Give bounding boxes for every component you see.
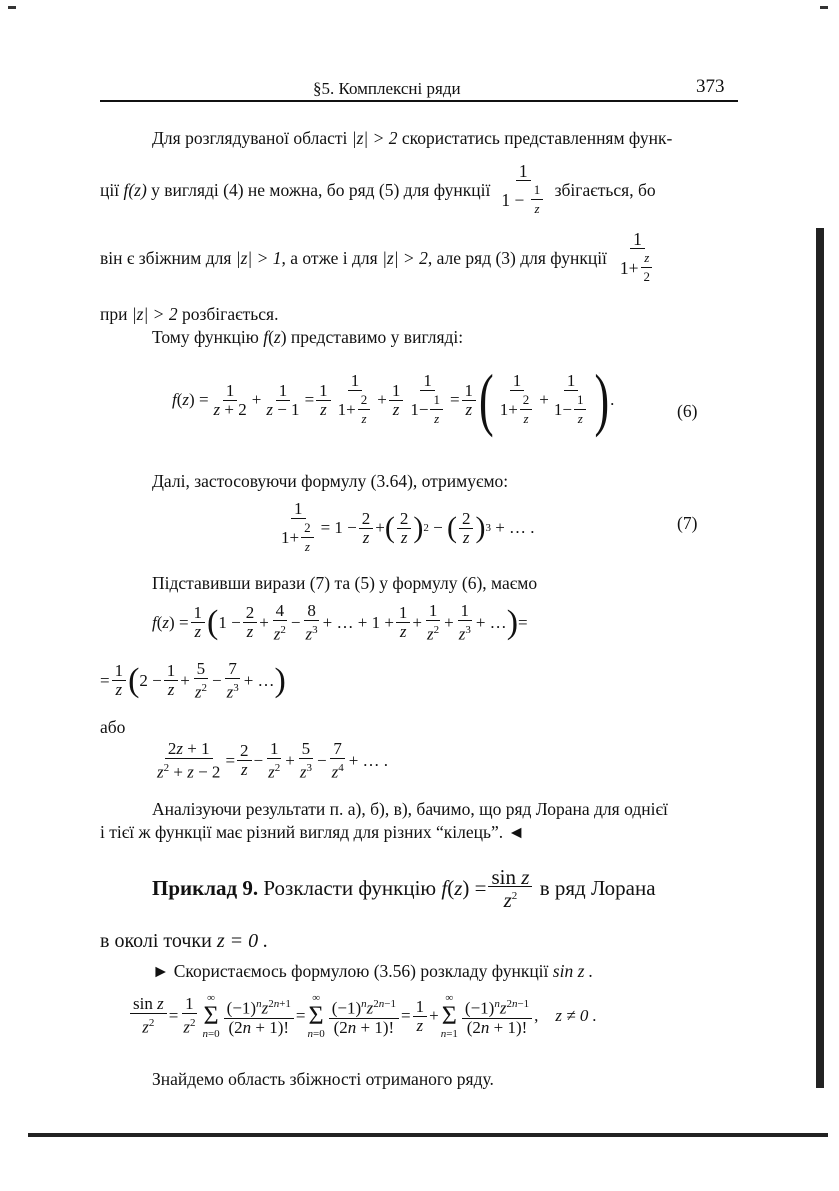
equation-sin-expansion: $\frac{\text{sin z}}{z^2}$ = $\frac{1}{z^2}$ ∞ Σ n=0 $\frac{(-1)^nz^{2n+1}}{(2n + 1)!}$ = ∞ Σ n=0 $\frac{(-1)^nz^{2n-1}}{(2n + 1)!}$ = $\frac{1}{z}$ + ∞ Σ n=1 $\frac{(-1)^nz^{2n-1}}{(2n + 1)!}$ , z ≠ 0 . <box>128 992 597 1040</box>
equation-6: f ( z ) = $\frac{1}{z + 2}$ + $\frac{1}{z - 1}$ = $\frac{1}{z}$ 1 1+ $\frac{2}{z}$ + $\frac{1}{z}$ 1 1− $\frac{1}{z}$ = $\frac{1}{z}$ ( 1 1+ $\frac{2}{z}$ + 1 1− $\frac{1}{z}$ ) . <box>172 360 615 439</box>
paragraph-line-8: Аналізуючи результати п. а), б), в), бачимо, що ряд Лорана для однієї <box>152 799 668 819</box>
running-head: §5. Комплексні ряди <box>313 79 461 98</box>
equation-substitution-continued: = $\frac{1}{z}$ ( 2 − $\frac{1}{z}$ + $\frac{5}{z^2}$ − $\frac{7}{z^3}$ + … ) <box>100 659 286 702</box>
word-or: або <box>100 717 126 737</box>
example-heading-line-2: в околі точки z = 0 . <box>100 930 269 952</box>
equation-final-series: $\frac{2z + 1}{z^2 + z - 2}$ = $\frac{2}{z}$ − $\frac{1}{z^2}$ + $\frac{5}{z^3}$ − $\frac{7}{z^4}$ + … . <box>157 739 389 782</box>
paragraph-line-1: Для розглядуваної області |z| > 2 скористатись представленням функ- <box>152 128 673 148</box>
example-heading: Приклад 9. Розкласти функцію f ( z ) = $\frac{\text{sin z}}{z^2}$ в ряд Лорана <box>152 865 656 912</box>
paragraph-line-5: Тому функцію f(z) представимо у вигляді: <box>152 327 464 347</box>
scan-mark-top-right <box>820 6 828 9</box>
page-number: 373 <box>696 76 725 97</box>
example-step: ► Скористаємось формулою (3.56) розкладу функції sin z . <box>152 961 594 981</box>
fraction-sin-z-over-z2: $\frac{\text{sin z}}{z^2}$ <box>488 868 532 909</box>
paragraph-line-3: він є збіжним для |z| > 1 , а отже і для |z| > 2 , але ряд (3) для функції 1 1+ $\frac{z}{2}$ <box>100 230 660 286</box>
paragraph-final: Знайдемо область збіжності отриманого ряду. <box>152 1069 494 1089</box>
equation-substitution: f ( z ) = $\frac{1}{z}$ ( 1 − $\frac{2}{z}$ + $\frac{4}{z^2}$ − $\frac{8}{z^3}$ + … + 1 + $\frac{1}{z}$ + $\frac{1}{z^2}$ + $\frac{1}{z^3}$ + … ) = <box>152 601 528 644</box>
paragraph-line-4: при |z| > 2 розбігається. <box>100 304 279 324</box>
header-rule <box>100 100 738 102</box>
equation-7-label: (7) <box>677 513 698 533</box>
paragraph-line-7: Підставивши вирази (7) та (5) у формулу (6), маємо <box>152 573 538 593</box>
fraction-1-over-1-minus-1-over-z: 1 1 − $\frac{1}{z}$ <box>498 162 548 218</box>
scan-edge-bottom <box>28 1133 828 1137</box>
scan-edge-right <box>816 228 824 1088</box>
equation-6-label: (6) <box>677 401 698 421</box>
fraction-1-over-1-plus-z-over-2: 1 1+ $\frac{z}{2}$ <box>617 230 658 286</box>
example-label: Приклад 9. <box>152 876 259 900</box>
equation-7: 1 1+ $\frac{2}{z}$ = 1 − $\frac{2}{z}$ + ( $\frac{2}{z}$ ) 2 − ( $\frac{2}{z}$ ) 3 + … . <box>281 499 535 554</box>
paragraph-line-2: ції f(z) у вигляді (4) не можна, бо ряд (5) для функції 1 1 − $\frac{1}{z}$ збігається, бо <box>100 161 656 216</box>
paragraph-line-9: і тієї ж функції має різний вигляд для різних “кілець”. ◄ <box>100 822 525 842</box>
scan-mark-top-left <box>8 6 16 9</box>
paragraph-line-6: Далі, застосовуючи формулу (3.64), отримуємо: <box>152 471 509 491</box>
